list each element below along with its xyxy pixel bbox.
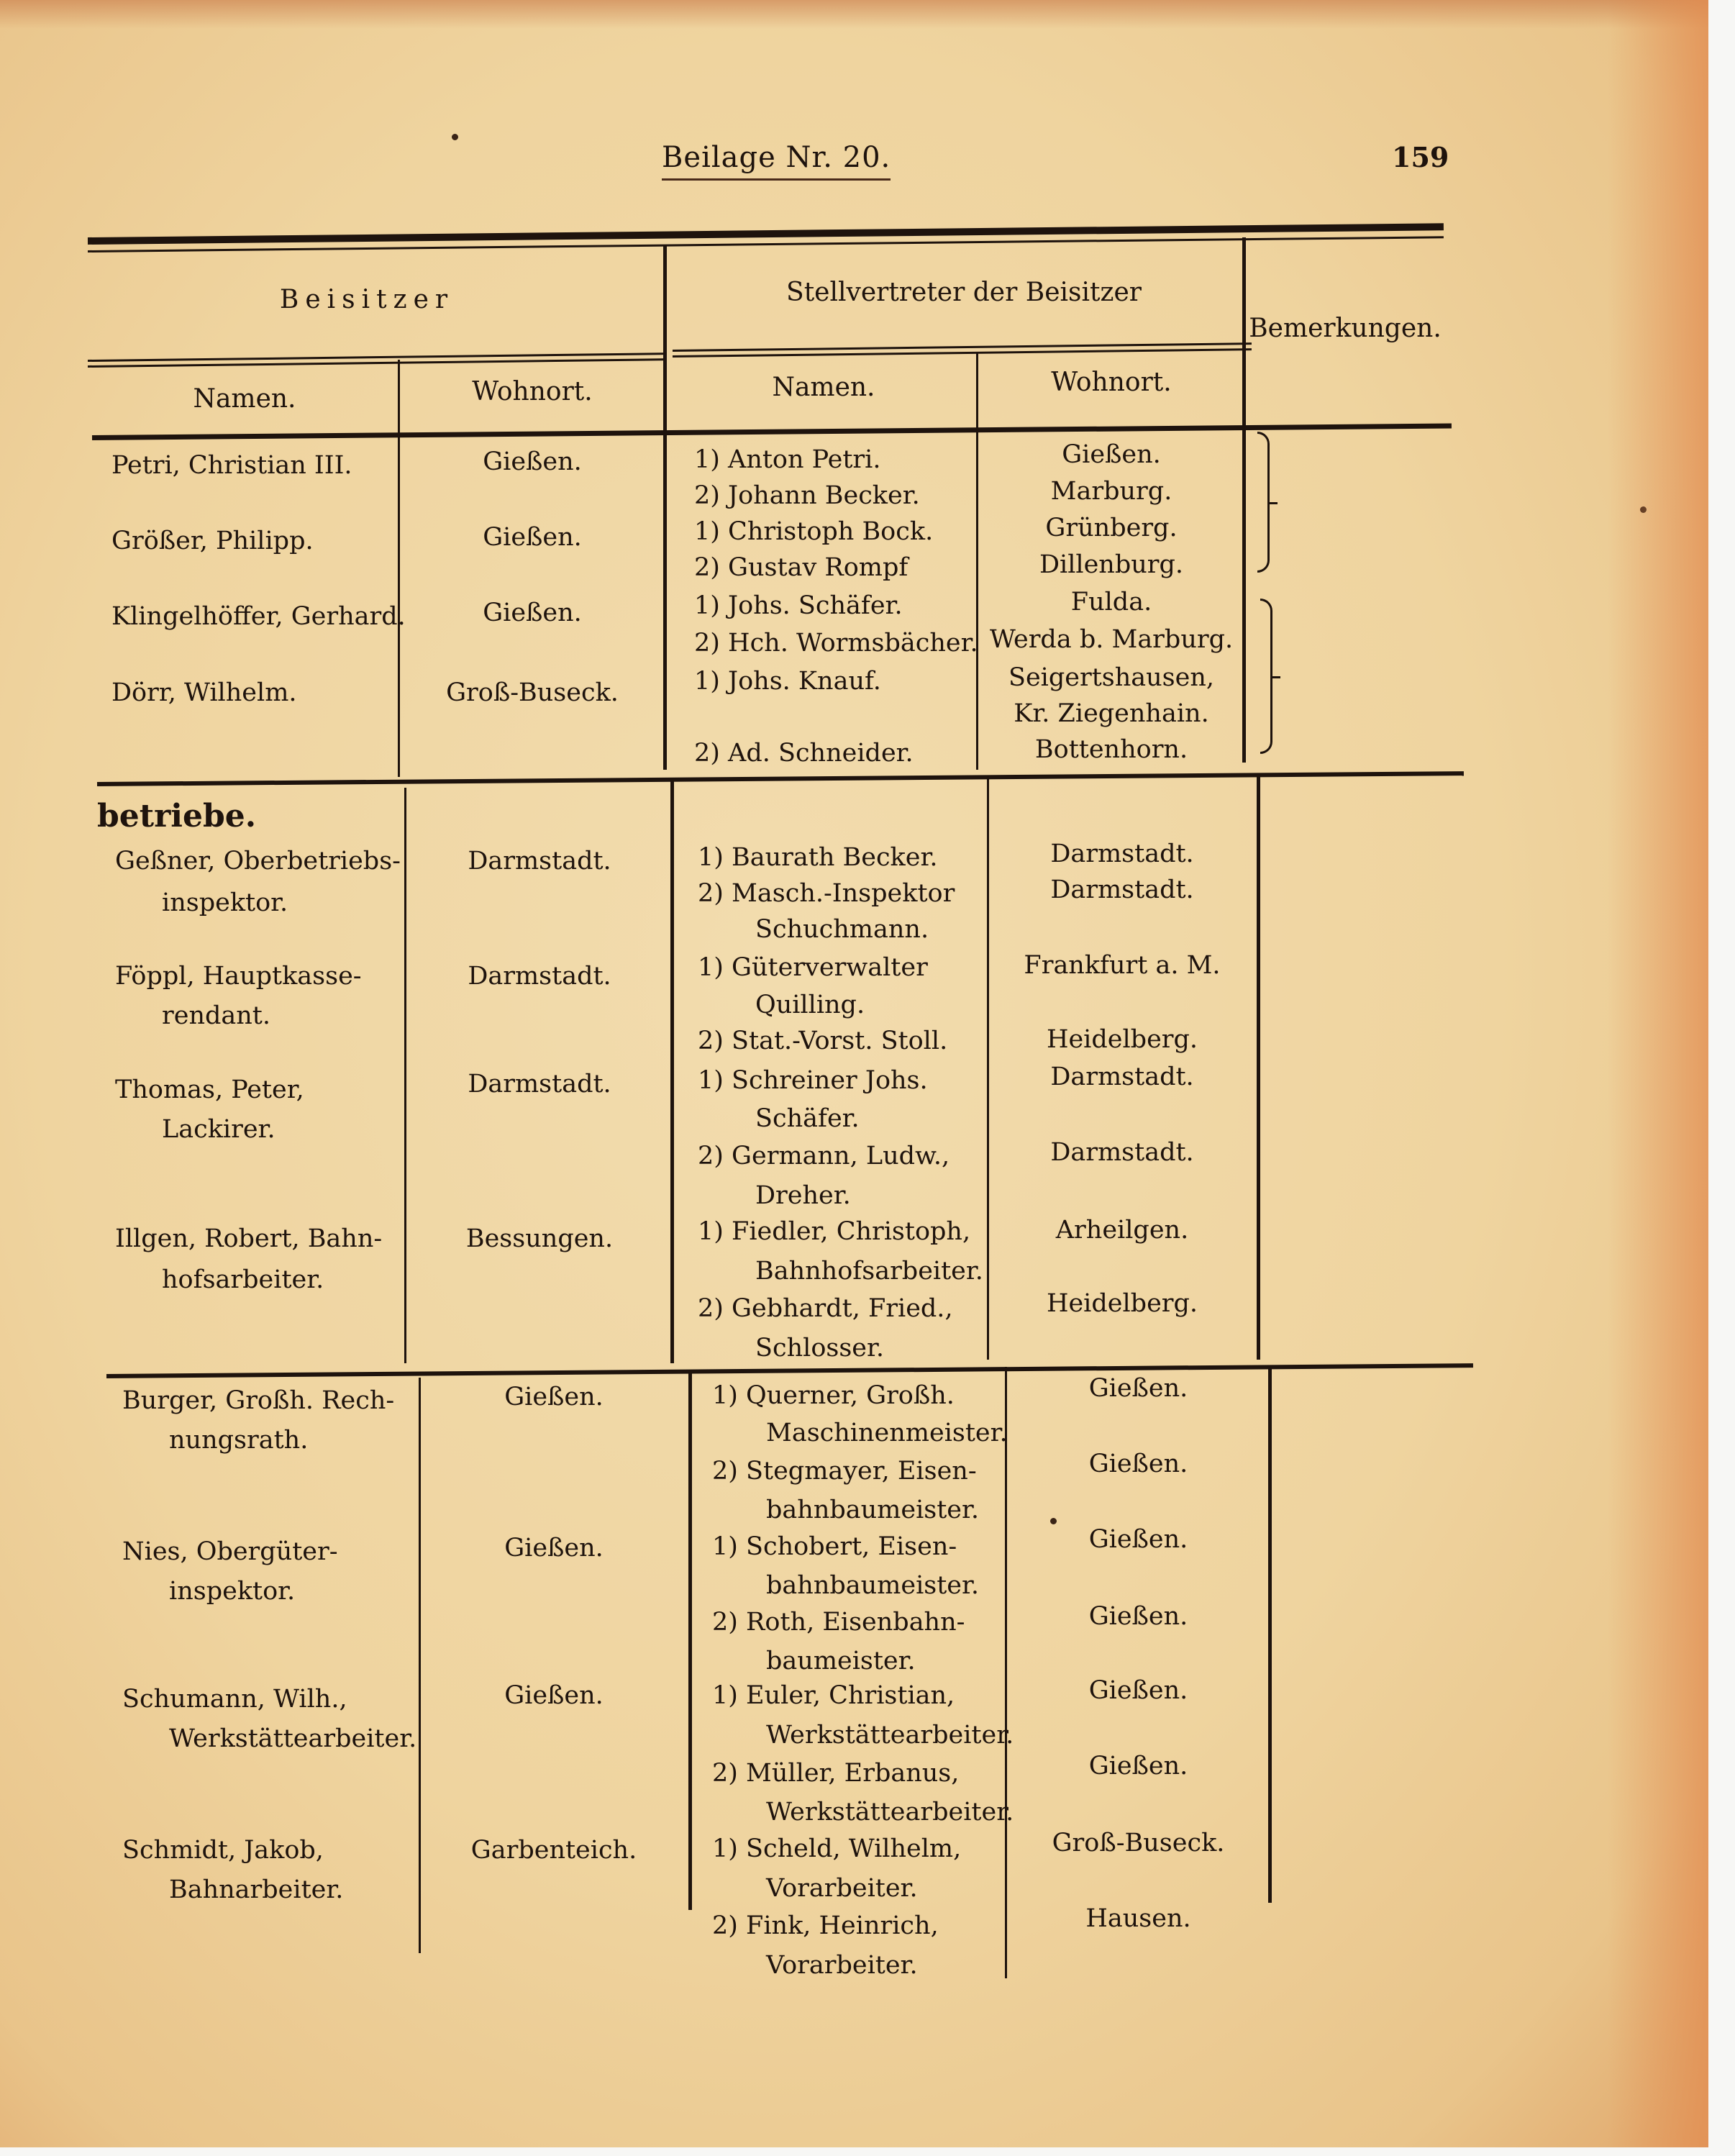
member-name: Nies, Obergüter-: [122, 1537, 338, 1566]
member-residence: Bessungen.: [465, 1224, 614, 1253]
member-residence: Darmstadt.: [468, 847, 611, 875]
deputy-residence: Gießen.: [1088, 1450, 1188, 1478]
deputy-residence: Frankfurt a. M.: [1024, 951, 1221, 980]
deputy-residence: Hausen.: [1085, 1904, 1191, 1933]
member-name-line2: Lackirer.: [162, 1115, 275, 1144]
vrule-main-1: [663, 245, 667, 770]
deputy-residence: Gießen.: [1088, 1602, 1188, 1631]
appendix-title: Beilage Nr. 20.: [662, 141, 891, 181]
member-residence: Gießen.: [504, 1681, 604, 1710]
deputy-name: 1) Schreiner Johs.: [698, 1066, 928, 1095]
member-name: Burger, Großh. Rech-: [122, 1386, 395, 1415]
member-residence: Gießen.: [483, 447, 582, 476]
deputy-residence: Darmstadt.: [1050, 840, 1194, 868]
vrule-beisitzer-2: [404, 788, 406, 1363]
deputy-residence: Werda b. Marburg.: [989, 625, 1234, 654]
deputy-residence: Dillenburg.: [1039, 550, 1184, 579]
deputy-residence: Darmstadt.: [1050, 875, 1194, 904]
deputy-name: 2) Stegmayer, Eisen-: [712, 1457, 977, 1486]
deputy-name: 2) Masch.-Inspektor: [698, 879, 955, 908]
member-name: Geßner, Oberbetriebs-: [115, 847, 401, 875]
deputy-name-line2: Maschinenmeister.: [766, 1419, 1008, 1447]
deputy-name: 2) Fink, Heinrich,: [712, 1911, 939, 1940]
deputy-name: 1) Güterverwalter: [698, 953, 928, 982]
member-residence: Garbenteich.: [470, 1836, 637, 1865]
deputy-name: 1) Querner, Großh.: [712, 1381, 955, 1410]
deputy-name: 1) Euler, Christian,: [712, 1681, 955, 1710]
member-name-line2: nungsrath.: [169, 1426, 309, 1455]
member-name: Petri, Christian III.: [111, 451, 352, 480]
group-header-stellvertreter: Stellvertreter der Beisitzer: [786, 278, 1142, 307]
group-header-beisitzer: Beisitzer: [279, 285, 455, 314]
vrule-stellv-1: [976, 352, 978, 770]
member-name-line2: inspektor.: [162, 888, 288, 917]
deputy-name: 1) Johs. Knauf.: [694, 667, 881, 696]
member-name-line2: Bahnarbeiter.: [169, 1875, 344, 1904]
deputy-residence: Marburg.: [1050, 477, 1172, 506]
deputy-residence: Seigertshausen,: [1008, 663, 1215, 692]
page-number: 159: [1392, 141, 1449, 173]
deputy-residence: Darmstadt.: [1050, 1063, 1194, 1091]
column-header-rule: [92, 424, 1452, 440]
member-name: Dörr, Wilhelm.: [111, 678, 297, 707]
vrule-remarks-2: [1257, 777, 1260, 1360]
member-name-line2: hofsarbeiter.: [162, 1265, 324, 1294]
member-residence: Gießen.: [483, 523, 582, 552]
deputy-residence: Arheilgen.: [1055, 1216, 1189, 1245]
deputy-name: 2) Gebhardt, Fried.,: [698, 1294, 953, 1323]
vrule-stellv-3b: [1005, 1906, 1007, 1978]
deputy-name: 2) Hch. Wormsbächer.: [694, 629, 978, 658]
deputy-name: 2) Gustav Rompf: [694, 553, 909, 582]
deputy-residence: Gießen.: [1088, 1374, 1188, 1403]
member-name-line2: inspektor.: [169, 1577, 296, 1606]
member-name: Schmidt, Jakob,: [122, 1836, 324, 1865]
member-residence: Gießen.: [504, 1534, 604, 1563]
vrule-stellv-2: [987, 777, 989, 1360]
deputy-residence: Gießen.: [1088, 1676, 1188, 1705]
member-name: Schumann, Wilh.,: [122, 1685, 347, 1714]
deputy-residence: Gießen.: [1088, 1752, 1188, 1780]
deputy-name: 1) Christoph Bock.: [694, 517, 934, 546]
deputy-name-line2: Vorarbeiter.: [766, 1874, 918, 1903]
deputy-residence: Heidelberg.: [1046, 1289, 1198, 1318]
deputy-name: 1) Anton Petri.: [694, 445, 881, 474]
member-name: Klingelhöffer, Gerhard.: [111, 602, 406, 631]
deputy-name-line2: Quilling.: [755, 991, 865, 1019]
deputy-name-line2: Schäfer.: [755, 1104, 860, 1133]
vrule-main-3: [688, 1370, 692, 1910]
deputy-name-line2: bahnbaumeister.: [766, 1496, 980, 1524]
column-header-namen: Namen.: [193, 384, 296, 414]
member-residence: Darmstadt.: [468, 1070, 611, 1099]
member-name: Thomas, Peter,: [115, 1075, 304, 1104]
deputy-residence: Gießen.: [1062, 440, 1161, 469]
top-rule-thick: [88, 223, 1444, 245]
deputy-residence: Gießen.: [1088, 1525, 1188, 1554]
column-header-stellv-wohnort: Wohnort.: [1051, 368, 1172, 397]
deputy-name: 2) Stat.-Vorst. Stoll.: [698, 1027, 948, 1055]
deputy-residence: Heidelberg.: [1046, 1025, 1198, 1054]
deputy-residence: Fulda.: [1070, 588, 1152, 617]
ink-speck: [452, 134, 458, 140]
deputy-name-line2: Vorarbeiter.: [766, 1951, 918, 1980]
deputy-residence-line2: Kr. Ziegenhain.: [1014, 699, 1209, 728]
vrule-remarks-3: [1268, 1367, 1272, 1903]
vrule-beisitzer-3: [419, 1378, 421, 1953]
deputy-residence: Groß-Buseck.: [1052, 1829, 1225, 1857]
member-residence: Groß-Buseck.: [446, 678, 619, 707]
deputy-name: 1) Johs. Schäfer.: [694, 591, 903, 620]
ink-speck: [1640, 506, 1647, 513]
deputy-name: 2) Germann, Ludw.,: [698, 1142, 950, 1170]
vrule-beisitzer-1: [398, 360, 400, 777]
member-name-line2: rendant.: [162, 1001, 270, 1030]
member-name: Illgen, Robert, Bahn-: [115, 1224, 383, 1253]
member-residence: Gießen.: [504, 1383, 604, 1411]
deputy-name: 2) Müller, Erbanus,: [712, 1759, 960, 1788]
deputy-name: 2) Ad. Schneider.: [694, 739, 914, 768]
deputy-name-line2: Werkstättearbeiter.: [766, 1721, 1014, 1750]
deputy-name-line2: Werkstättearbeiter.: [766, 1798, 1014, 1827]
deputy-name-line2: baumeister.: [766, 1647, 916, 1675]
column-header-wohnort: Wohnort.: [472, 377, 593, 406]
deputy-name-line2: Schuchmann.: [755, 915, 929, 944]
member-name-line2: Werkstättearbeiter.: [169, 1724, 417, 1753]
deputy-name-line2: Bahnhofsarbeiter.: [755, 1257, 983, 1286]
deputy-residence: Grünberg.: [1045, 514, 1178, 542]
vrule-remarks-1: [1242, 237, 1246, 763]
deputy-name: 1) Baurath Becker.: [698, 843, 938, 872]
member-name: Größer, Philipp.: [111, 527, 314, 555]
deputy-name: 2) Roth, Eisenbahn-: [712, 1608, 965, 1637]
deputy-name-line2: Dreher.: [755, 1181, 851, 1210]
group-header-bemerkungen: Bemerkungen.: [1249, 314, 1442, 343]
deputy-name: 1) Scheld, Wilhelm,: [712, 1834, 962, 1863]
deputy-residence: Darmstadt.: [1050, 1138, 1194, 1167]
deputy-name-line2: Schlosser.: [755, 1334, 885, 1363]
grouping-brace: [1257, 432, 1270, 573]
deputy-name-line2: bahnbaumeister.: [766, 1571, 980, 1600]
deputy-name: 1) Schobert, Eisen-: [712, 1532, 957, 1561]
section-heading: betriebe.: [97, 798, 257, 834]
member-residence: Darmstadt.: [468, 962, 611, 991]
grouping-brace: [1260, 599, 1272, 754]
column-header-stellv-namen: Namen.: [772, 373, 875, 402]
vrule-main-2: [670, 781, 674, 1363]
member-name: Föppl, Hauptkasse-: [115, 962, 362, 991]
member-residence: Gießen.: [483, 599, 582, 627]
deputy-name: 1) Fiedler, Christoph,: [698, 1217, 971, 1246]
deputy-name: 2) Johann Becker.: [694, 481, 920, 510]
deputy-residence: Bottenhorn.: [1034, 735, 1188, 764]
